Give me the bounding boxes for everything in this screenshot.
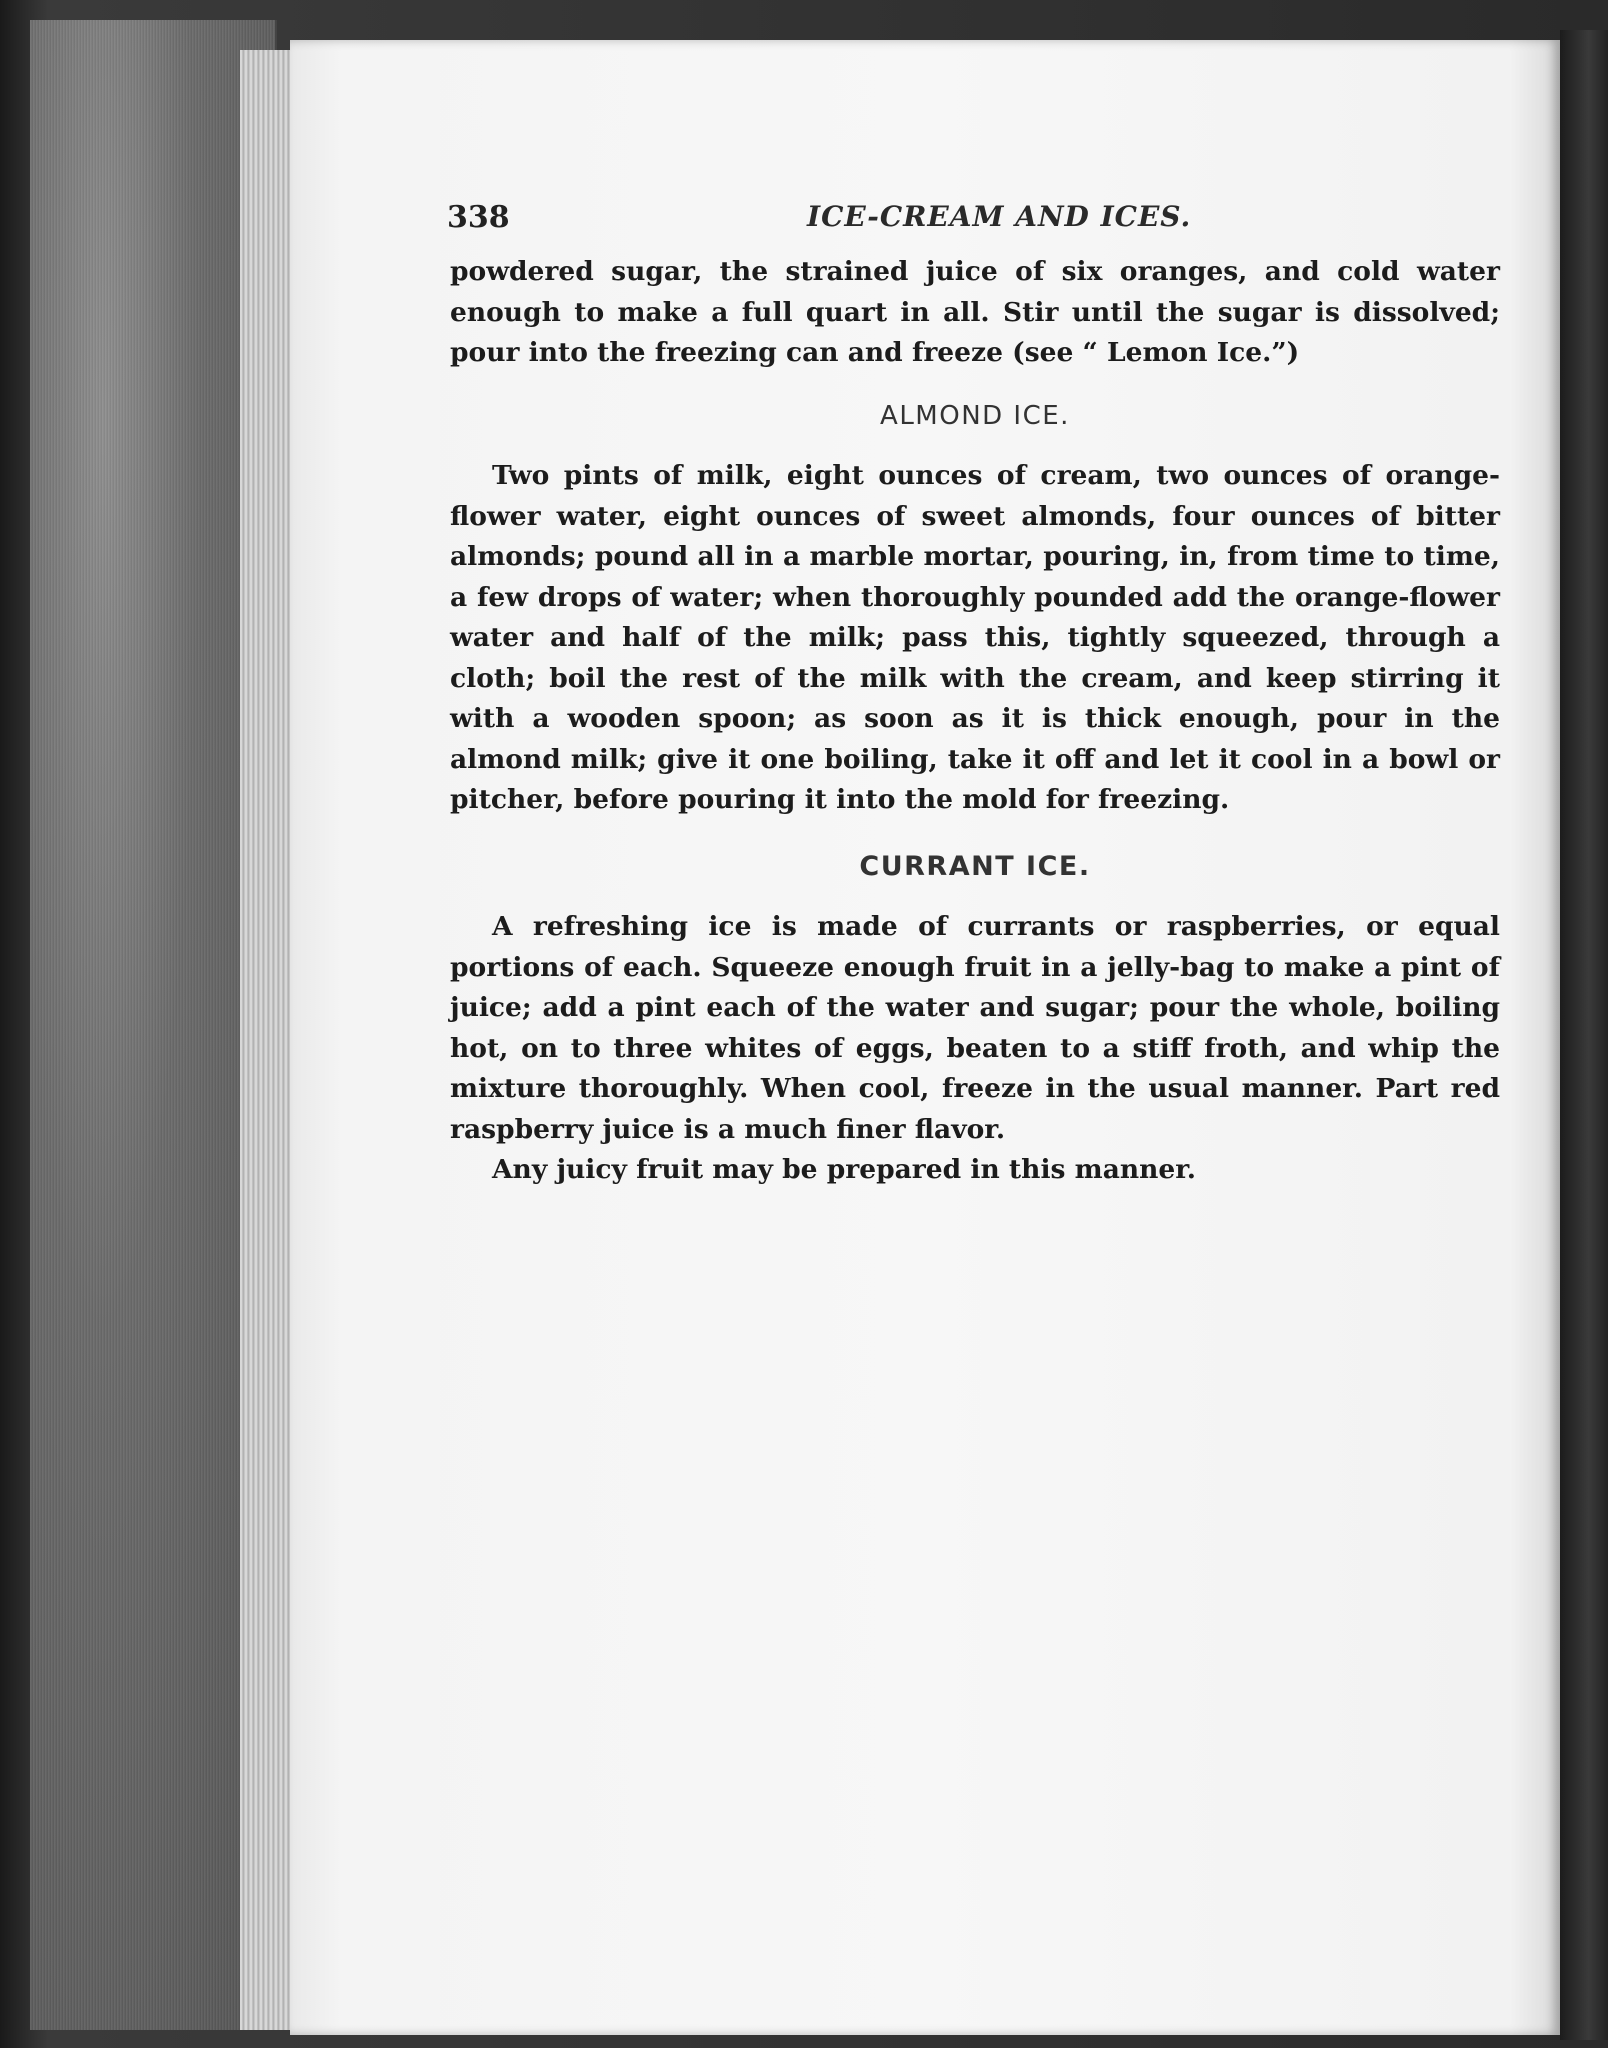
intro-paragraph: powdered sugar, the strained juice of six oranges, and cold water enough to make a full quart in all. Stir until the sugar is dissolved; pour into the freezing can and freeze (see “ Lemon Ice.”) xyxy=(450,256,1500,368)
running-head-title: ICE-CREAM AND ICES. xyxy=(807,200,1192,233)
currant-ice-body: A refreshing ice is made of currants or raspberries, or equal portions of each. Squeeze enough fruit in a jelly-bag to make a pint of juice; add a pint each of the water and sugar; pour the whole, boiling hot, on to three whites of eggs, beaten to a stiff froth, and whip the mixture thoroughly. When cool, freeze in the usual manner. Part red raspberry juice is a much finer flavor. xyxy=(450,911,1500,1145)
currant-ice-heading: CURRANT ICE. xyxy=(859,850,1091,882)
page-content xyxy=(450,252,1500,1191)
right-book-edge xyxy=(1560,30,1608,2040)
almond-ice-heading: ALMOND ICE. xyxy=(880,400,1070,431)
currant-ice-note: Any juicy fruit may be prepared in this manner. xyxy=(492,1154,1197,1185)
page-number: 338 xyxy=(447,200,510,235)
almond-ice-body: Two pints of milk, eight ounces of cream, two ounces of orange-flower water, eight ounces of sweet almonds, four ounces of bitter almonds; pound all in a marble mortar, pouring, in, from time to time, a few drops of water; when thoroughly pounded add the orange-flower water and half of the milk; pass this, tightly squeezed, through a cloth; boil the rest of the milk with the cream, and keep stirring it with a wooden spoon; as soon as it is thick enough, pour in the almond milk; give it one boiling, take it off and let it cool in a bowl or pitcher, before pouring it into the mold for freezing. xyxy=(450,460,1500,815)
running-head xyxy=(447,200,1497,250)
